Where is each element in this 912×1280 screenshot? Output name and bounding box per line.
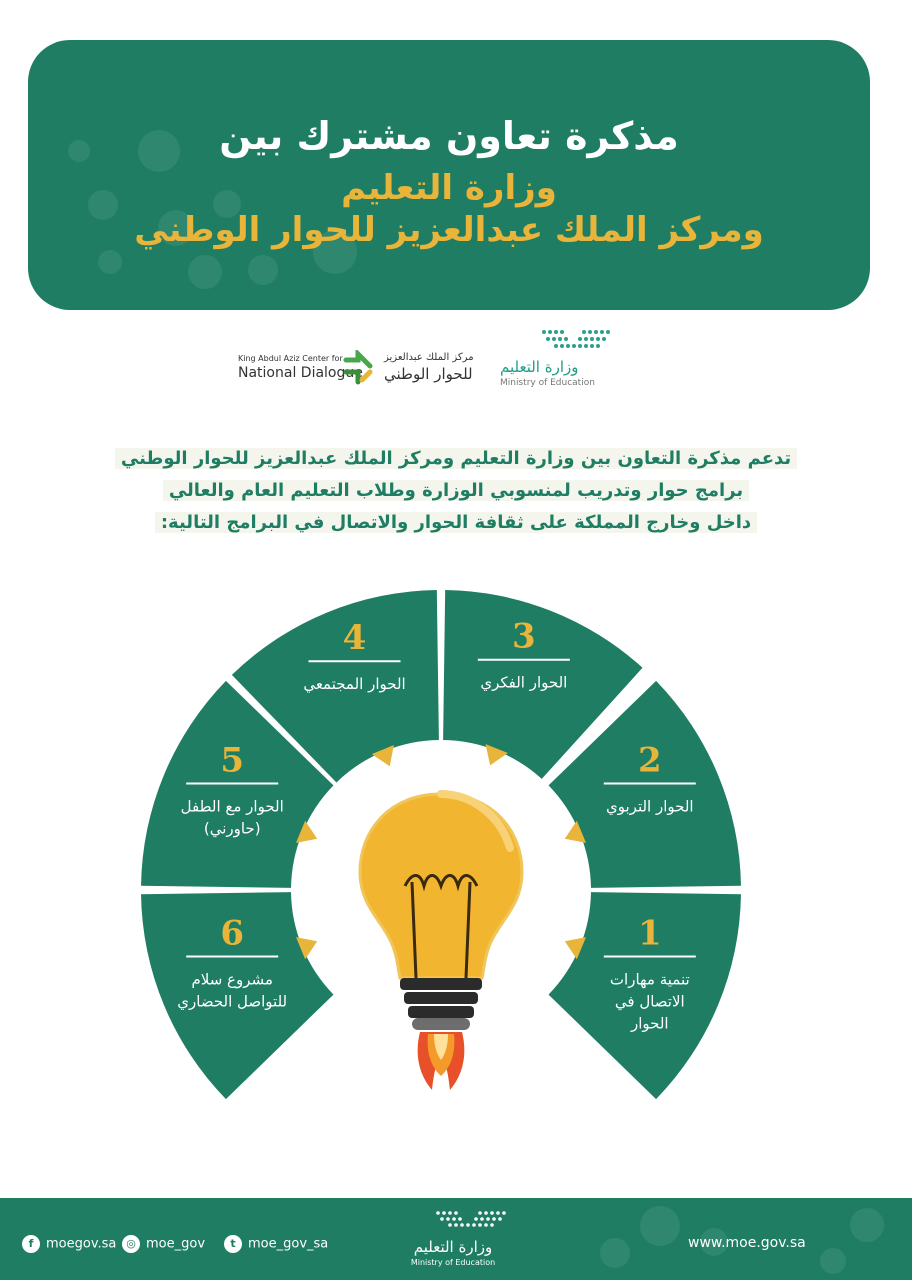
- program-number-3: 3: [511, 616, 536, 657]
- intro-text: [60, 446, 852, 542]
- program-number-5: 5: [220, 740, 245, 781]
- programs-diagram: [0, 560, 912, 1120]
- footer-moe-en: Ministry of Education: [410, 1258, 496, 1267]
- header-title: مذكرة تعاون مشترك بين: [219, 114, 679, 158]
- program-number-4: 4: [342, 618, 367, 659]
- program-label-1-line2: الاتصال في: [614, 992, 685, 1011]
- program-label-5-line2: (حاورني): [203, 819, 261, 838]
- header-subtitle-center: ومركز الملك عبدالعزيز للحوار الوطني: [134, 210, 764, 250]
- program-label-6-line1: مشروع سلام: [191, 970, 273, 989]
- program-label-1-line3: الحوار: [630, 1014, 669, 1033]
- intro-line-2: برامج حوار وتدريب لمنسوبي الوزارة وطلاب التعليم العام والعالي: [163, 480, 749, 501]
- intro-line-3: داخل وخارج المملكة على ثقافة الحوار والاتصال في البرامج التالية:: [155, 512, 757, 533]
- instagram-link[interactable]: [122, 1235, 205, 1253]
- moe-logo-en: Ministry of Education: [500, 378, 595, 388]
- program-label-5-line1: الحوار مع الطفل: [180, 797, 284, 816]
- center-logo-en-line1: King Abdul Aziz Center for: [238, 354, 343, 363]
- footer-moe-dots-icon: [430, 1208, 520, 1232]
- flame-icon: [418, 1032, 465, 1090]
- twitter-handle: moe_gov_sa: [248, 1236, 329, 1252]
- light-bulb-icon: [360, 794, 522, 1030]
- dialogue-center-icon: [340, 350, 376, 386]
- footer: [0, 1198, 912, 1280]
- instagram-handle: moe_gov: [146, 1236, 206, 1252]
- facebook-handle: moegov.sa: [46, 1236, 117, 1252]
- twitter-link[interactable]: [224, 1235, 328, 1253]
- twitter-icon: t: [224, 1235, 242, 1253]
- program-number-1: 1: [637, 913, 662, 954]
- program-label-3-line1: الحوار الفكري: [480, 673, 568, 692]
- website-link[interactable]: www.moe.gov.sa: [688, 1235, 806, 1251]
- program-label-1-line1: تنمية مهارات: [609, 970, 690, 989]
- instagram-icon: ◎: [122, 1235, 140, 1253]
- header-banner: [28, 40, 870, 310]
- header-subtitle-ministry: وزارة التعليم: [341, 168, 557, 208]
- program-label-4-line1: الحوار المجتمعي: [303, 675, 406, 694]
- program-number-2: 2: [637, 740, 662, 781]
- dialogue-center-logo: [238, 350, 488, 390]
- footer-moe-ar: وزارة التعليم: [413, 1238, 493, 1256]
- program-label-2-line1: الحوار التربوي: [606, 797, 694, 816]
- program-label-6-line2: للتواصل الحضاري: [177, 992, 288, 1011]
- facebook-icon: f: [22, 1235, 40, 1253]
- center-logo-ar-line1: مركز الملك عبدالعزيز: [384, 352, 474, 363]
- center-logo-en-line2: National Dialogue: [238, 365, 363, 381]
- moe-logo: [498, 324, 618, 390]
- moe-logo-ar: وزارة التعليم: [500, 358, 579, 376]
- moe-logo-dots-icon: [498, 324, 618, 354]
- center-logo-ar-line2: للحوار الوطني: [384, 365, 473, 383]
- program-number-6: 6: [220, 913, 245, 954]
- intro-line-1: تدعم مذكرة التعاون بين وزارة التعليم ومركز الملك عبدالعزيز للحوار الوطني: [115, 448, 797, 469]
- facebook-link[interactable]: [22, 1235, 116, 1253]
